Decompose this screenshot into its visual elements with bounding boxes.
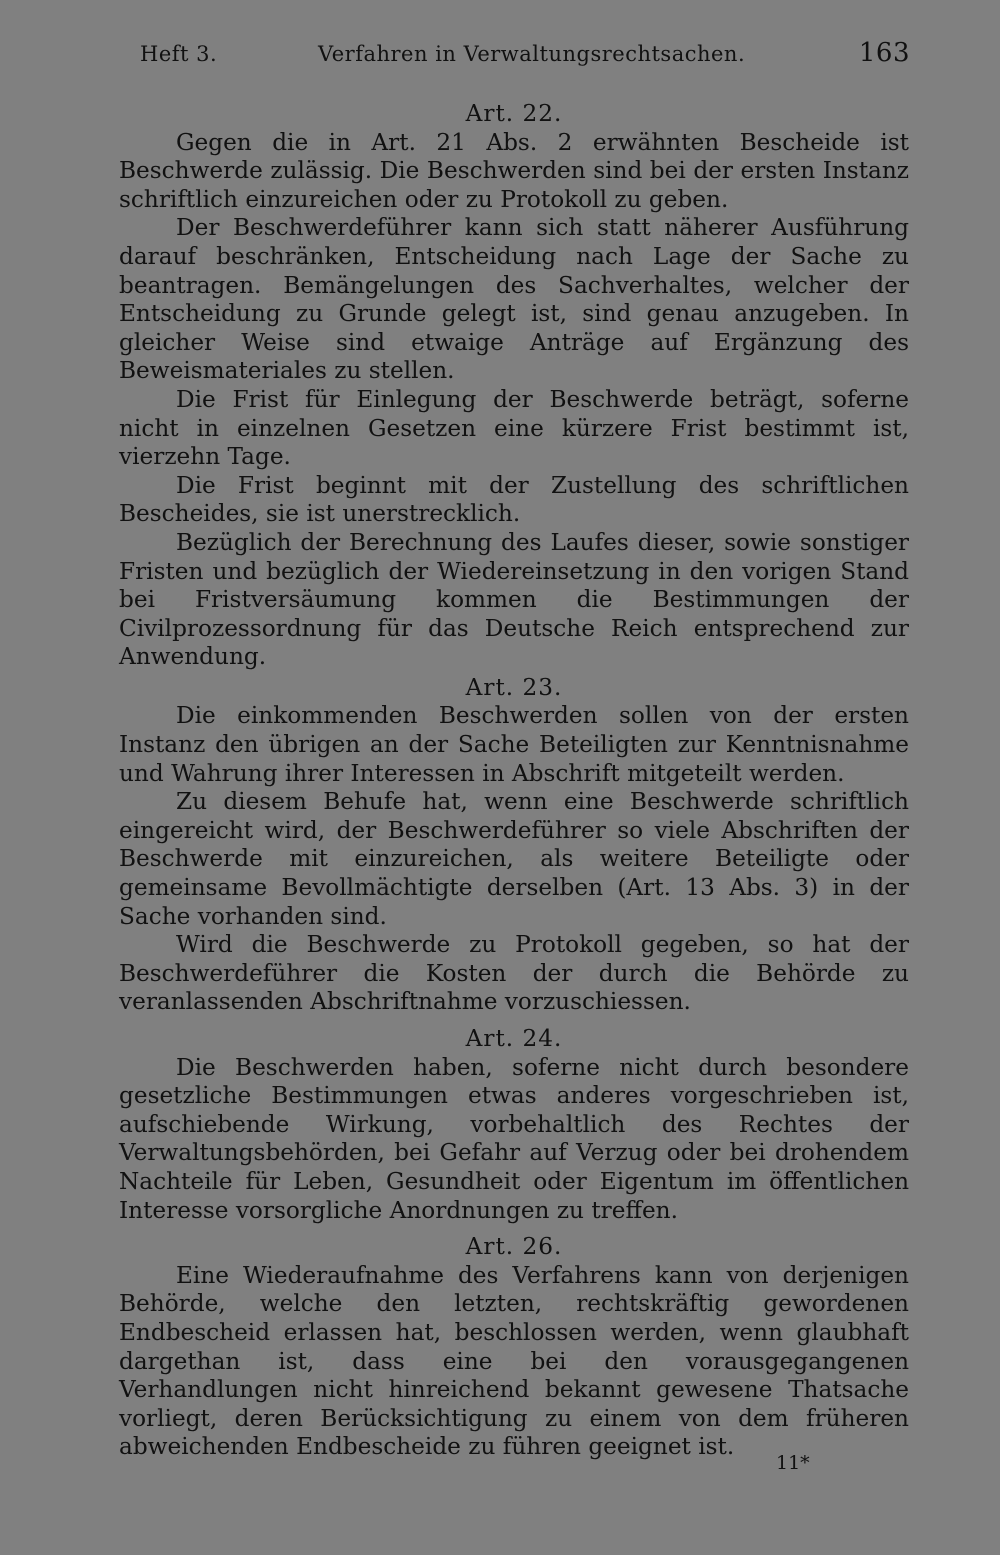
paragraph: Gegen die in Art. 21 Abs. 2 erwähnten Bescheide ist Beschwerde zulässig. Die Beschwerden sind bei der ersten Instanz schriftlich einzureichen oder zu Protokoll zu geben.: [119, 128, 909, 213]
paragraph: Zu diesem Behufe hat, wenn eine Beschwerde schriftlich eingereicht wird, der Beschwerdeführer so viele Abschriften der Beschwerde mit einzureichen, als weitere Beteiligte oder gemeinsame Bevollmächtigte derselben (Art. 13 Abs. 3) in der Sache vorhanden sind.: [119, 788, 909, 930]
article-22: [119, 100, 909, 672]
article-heading: Art. 23.: [465, 673, 563, 701]
running-title: Verfahren in Verwaltungsrechtsachen.: [318, 42, 746, 66]
issue-label: Heft 3.: [140, 42, 218, 66]
article-24: [119, 1025, 909, 1225]
article-heading: Art. 26.: [465, 1233, 563, 1261]
paragraph: Die Frist beginnt mit der Zustellung des schriftlichen Bescheides, sie ist unerstrecklich.: [119, 471, 909, 528]
signature-mark: 11*: [776, 1452, 810, 1474]
article-23: [119, 674, 909, 1017]
paragraph: Die Beschwerden haben, soferne nicht durch besondere gesetzliche Bestimmungen etwas anderes vorgeschrieben ist, aufschiebende Wirkung, vorbehaltlich des Rechtes der Verwaltungsbehörden, bei Gefahr auf Verzug oder bei drohendem Nachteile für Leben, Gesundheit oder Eigentum im öffentlichen Interesse vorsorgliche Anordnungen zu treffen.: [119, 1053, 909, 1224]
paragraph: Bezüglich der Berechnung des Laufes dieser, sowie sonstiger Fristen und bezüglich der Wiedereinsetzung in den vorigen Stand bei Fristversäumung kommen die Bestimmungen der Civilprozessordnung für das Deutsche Reich entsprechend zur Anwendung.: [119, 528, 909, 671]
page-body: [119, 100, 909, 1462]
paragraph: Die einkommenden Beschwerden sollen von der ersten Instanz den übrigen an der Sache Beteiligten zur Kenntnisnahme und Wahrung ihrer Interessen in Abschrift mitgeteilt werden.: [119, 702, 909, 787]
article-26: [119, 1233, 909, 1462]
paragraph: Eine Wiederaufnahme des Verfahrens kann von derjenigen Behörde, welche den letzten, rechtskräftig gewordenen Endbescheid erlassen hat, beschlossen werden, wenn glaubhaft dargethan ist, dass eine bei den vorausgegangenen Verhandlungen nicht hinreichend bekannt gewesene Thatsache vorliegt, deren Berücksichtigung zu einem von dem früheren abweichenden Endbescheide zu führen geeignet ist.: [119, 1261, 909, 1461]
running-head: [140, 38, 910, 78]
paragraph: Der Beschwerdeführer kann sich statt näherer Ausführung darauf beschränken, Entscheidung nach Lage der Sache zu beantragen. Bemängelungen des Sachverhaltes, welcher der Entscheidung zu Grunde gelegt ist, sind genau anzugeben. In gleicher Weise sind etwaige Anträge auf Ergänzung des Beweismateriales zu stellen.: [119, 214, 909, 385]
article-heading: Art. 22.: [465, 100, 563, 127]
paragraph: Die Frist für Einlegung der Beschwerde beträgt, soferne nicht in einzelnen Gesetzen eine kürzere Frist bestimmt ist, vierzehn Tage.: [119, 385, 909, 471]
paragraph: Wird die Beschwerde zu Protokoll gegeben, so hat der Beschwerdeführer die Kosten der durch die Behörde zu veranlassenden Abschriftnahme vorzuschiessen.: [119, 931, 909, 1016]
page-number: 163: [858, 38, 910, 68]
article-heading: Art. 24.: [465, 1025, 563, 1052]
